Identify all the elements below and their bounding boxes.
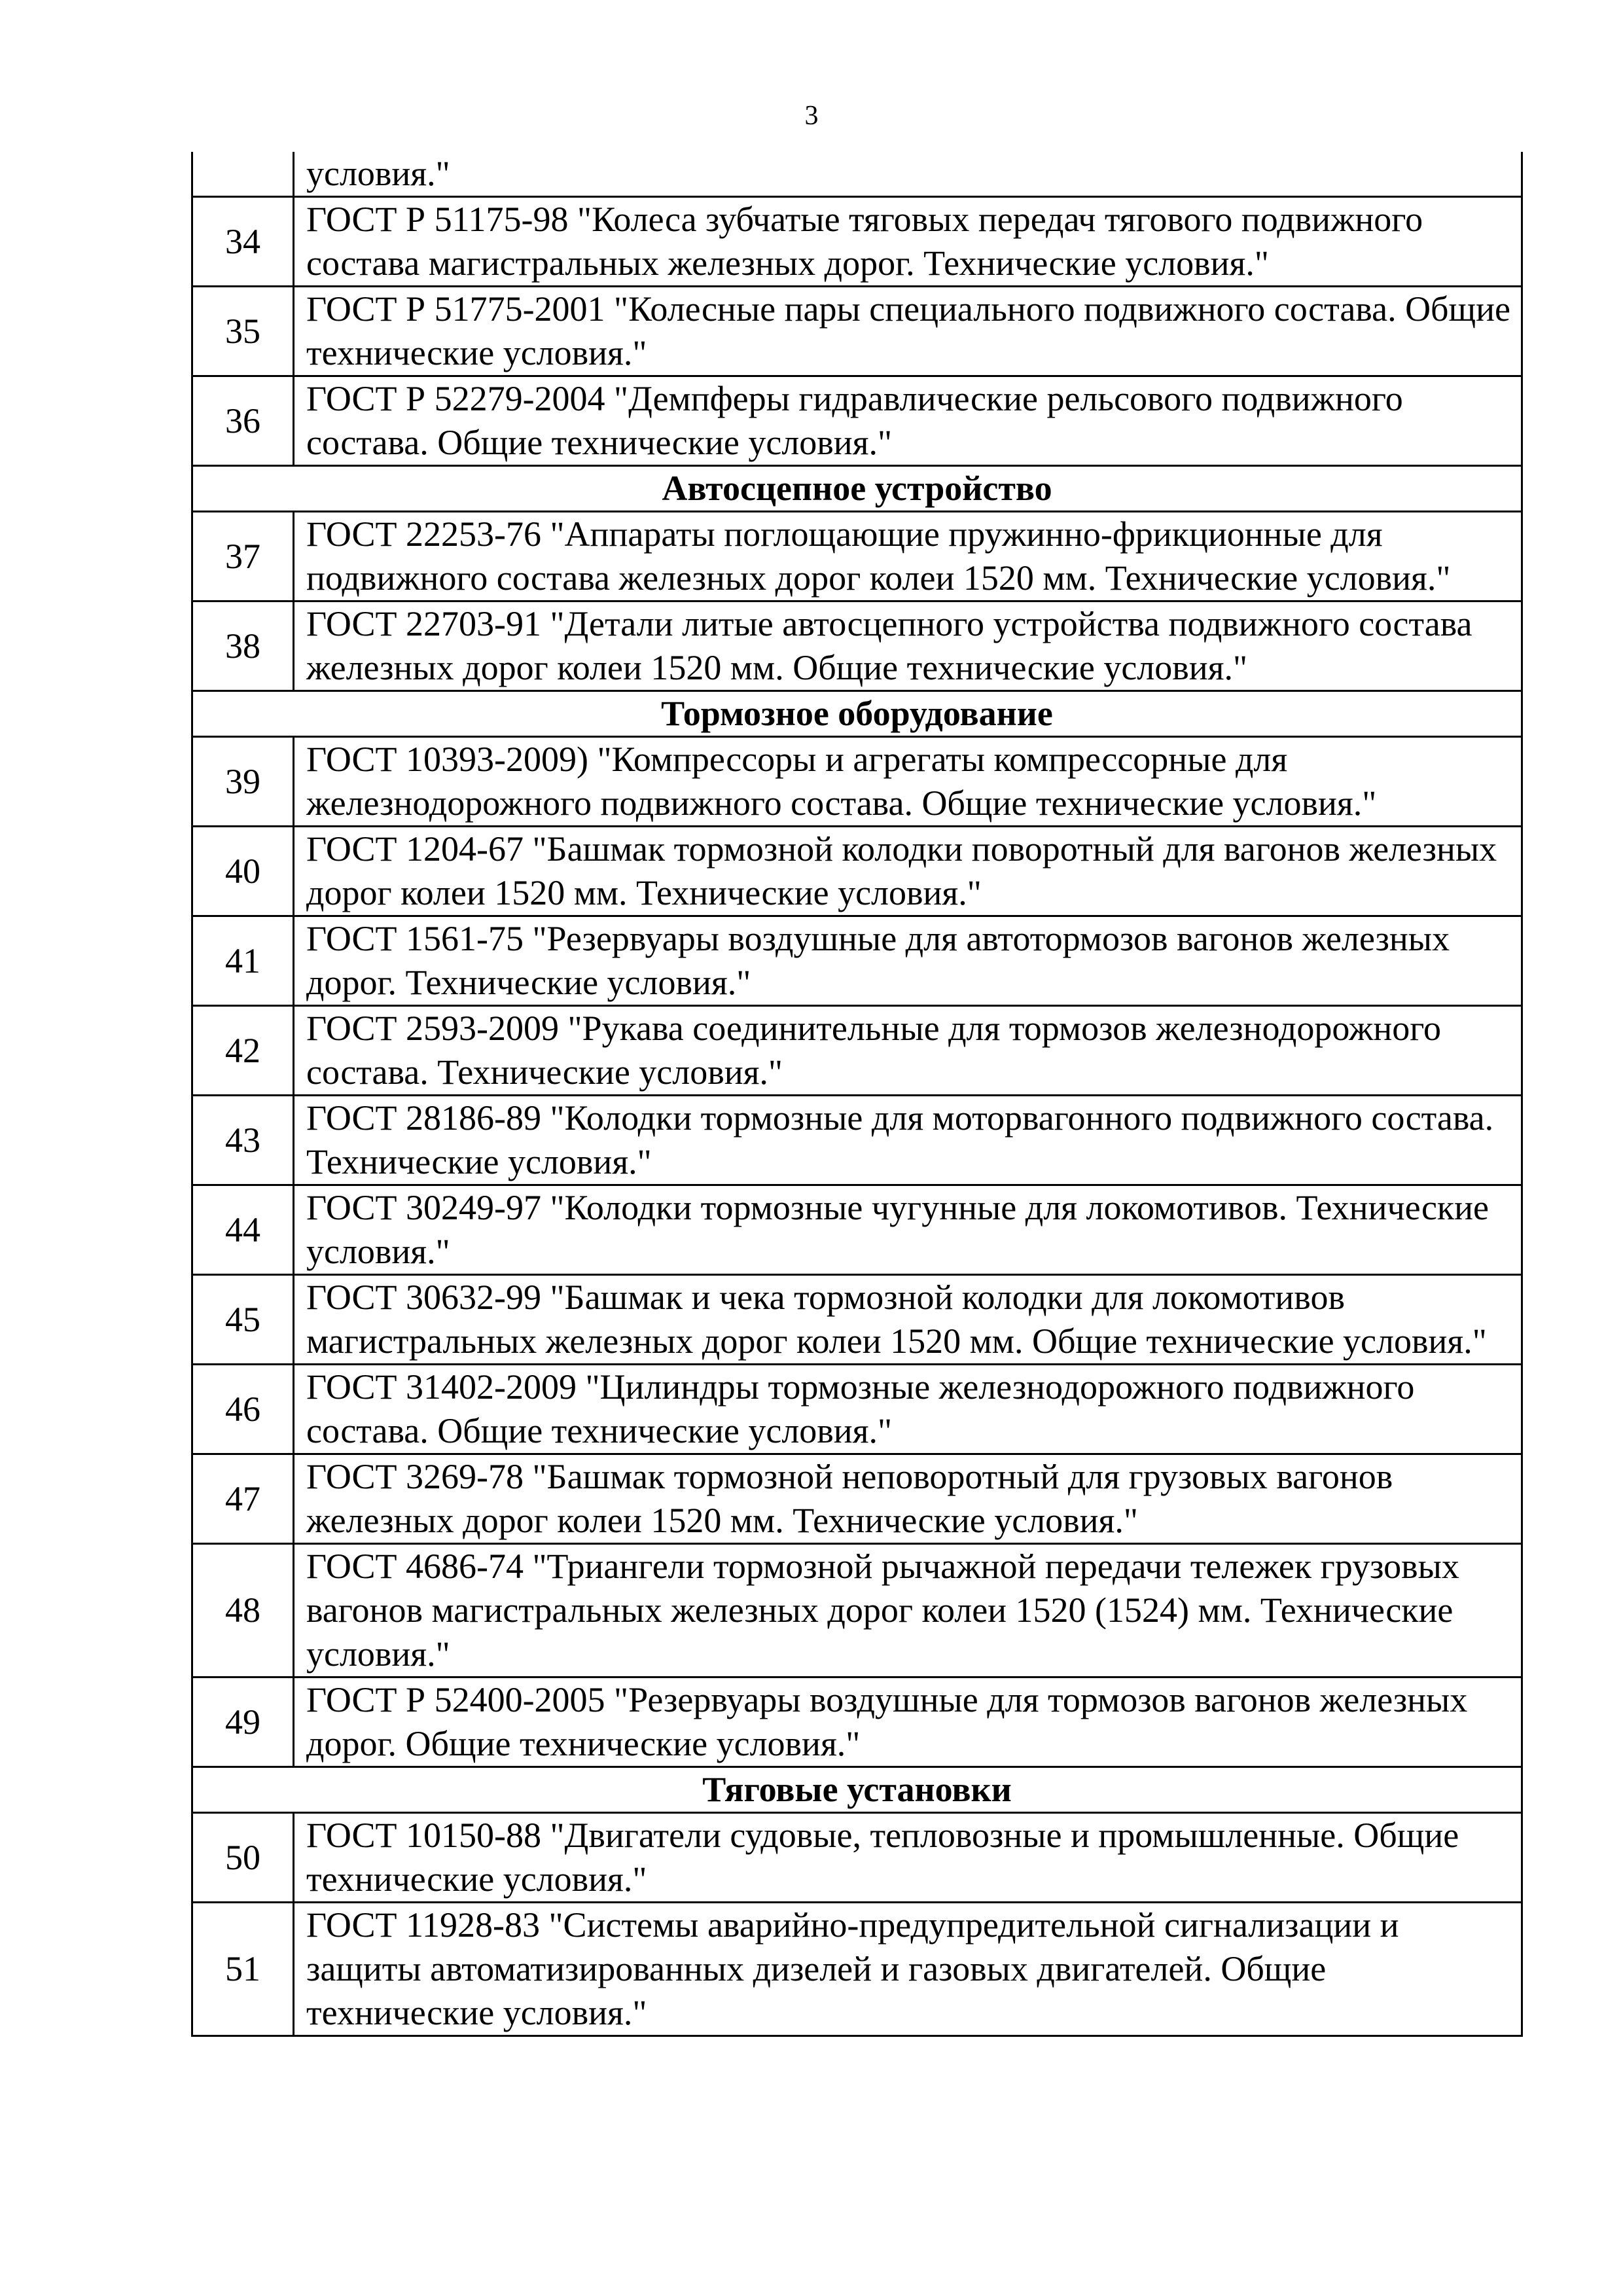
row-standard-text: ГОСТ Р 52279-2004 "Демпферы гидравлические рельсового подвижного состава. Общие технические условия." bbox=[294, 376, 1522, 466]
row-number: 36 bbox=[192, 376, 294, 466]
row-standard-text: ГОСТ 2593-2009 "Рукава соединительные для тормозов железнодорожного состава. Технические условия." bbox=[294, 1006, 1522, 1096]
row-number: 51 bbox=[192, 1903, 294, 2036]
table-row-continued bbox=[192, 152, 1522, 197]
table-row bbox=[192, 916, 1522, 1006]
table-row bbox=[192, 512, 1522, 601]
table-row bbox=[192, 1677, 1522, 1767]
row-number: 50 bbox=[192, 1813, 294, 1903]
row-standard-text: ГОСТ 11928-83 "Системы аварийно-предупредительной сигнализации и защиты автоматизированных дизелей и газовых двигателей. Общие технические условия." bbox=[294, 1903, 1522, 2036]
table-row bbox=[192, 1454, 1522, 1544]
row-number: 41 bbox=[192, 916, 294, 1006]
row-standard-text: ГОСТ 30632-99 "Башмак и чека тормозной колодки для локомотивов магистральных железных дорог колеи 1520 мм. Общие технические условия." bbox=[294, 1275, 1522, 1365]
row-number: 49 bbox=[192, 1677, 294, 1767]
row-number: 43 bbox=[192, 1096, 294, 1185]
table-row bbox=[192, 601, 1522, 691]
row-number: 48 bbox=[192, 1544, 294, 1677]
table-row bbox=[192, 197, 1522, 287]
section-heading-brakes: Тормозное оборудование bbox=[192, 691, 1522, 737]
table-row bbox=[192, 827, 1522, 916]
table-row bbox=[192, 376, 1522, 466]
row-number: 37 bbox=[192, 512, 294, 601]
standards-table bbox=[191, 152, 1523, 2037]
row-standard-text: ГОСТ 3269-78 "Башмак тормозной неповоротный для грузовых вагонов железных дорог колеи 1520 мм. Технические условия." bbox=[294, 1454, 1522, 1544]
row-standard-text: ГОСТ Р 51175-98 "Колеса зубчатые тяговых передач тягового подвижного состава магистральных железных дорог. Технические условия." bbox=[294, 197, 1522, 287]
row-number bbox=[192, 152, 294, 197]
row-standard-text: ГОСТ 1561-75 "Резервуары воздушные для автотормозов вагонов железных дорог. Технические условия." bbox=[294, 916, 1522, 1006]
section-heading-autocoupler: Автосцепное устройство bbox=[192, 466, 1522, 512]
table-row bbox=[192, 1544, 1522, 1677]
row-number: 44 bbox=[192, 1185, 294, 1275]
page-number: 3 bbox=[804, 101, 819, 131]
row-standard-text: ГОСТ 31402-2009 "Цилиндры тормозные железнодорожного подвижного состава. Общие технические условия." bbox=[294, 1365, 1522, 1454]
row-number: 46 bbox=[192, 1365, 294, 1454]
row-standard-text: ГОСТ 30249-97 "Колодки тормозные чугунные для локомотивов. Технические условия." bbox=[294, 1185, 1522, 1275]
row-standard-text: ГОСТ 22253-76 "Аппараты поглощающие пружинно-фрикционные для подвижного состава железных дорог колеи 1520 мм. Технические условия." bbox=[294, 512, 1522, 601]
row-standard-text: условия." bbox=[294, 152, 1522, 197]
table-row bbox=[192, 1096, 1522, 1185]
row-number: 40 bbox=[192, 827, 294, 916]
row-number: 45 bbox=[192, 1275, 294, 1365]
row-number: 42 bbox=[192, 1006, 294, 1096]
row-number: 34 bbox=[192, 197, 294, 287]
row-standard-text: ГОСТ 28186-89 "Колодки тормозные для моторвагонного подвижного состава. Технические условия." bbox=[294, 1096, 1522, 1185]
row-standard-text: ГОСТ 4686-74 "Триангели тормозной рычажной передачи тележек грузовых вагонов магистральных железных дорог колеи 1520 (1524) мм. Технические условия." bbox=[294, 1544, 1522, 1677]
table-row bbox=[192, 737, 1522, 827]
row-number: 39 bbox=[192, 737, 294, 827]
row-standard-text: ГОСТ 22703-91 "Детали литые автосцепного устройства подвижного состава железных дорог колеи 1520 мм. Общие технические условия." bbox=[294, 601, 1522, 691]
row-standard-text: ГОСТ 1204-67 "Башмак тормозной колодки поворотный для вагонов железных дорог колеи 1520 мм. Технические условия." bbox=[294, 827, 1522, 916]
table-row bbox=[192, 1903, 1522, 2036]
row-number: 38 bbox=[192, 601, 294, 691]
section-heading-traction: Тяговые установки bbox=[192, 1767, 1522, 1813]
table-row bbox=[192, 287, 1522, 376]
table-row bbox=[192, 1275, 1522, 1365]
section-header-row bbox=[192, 691, 1522, 737]
section-header-row bbox=[192, 466, 1522, 512]
row-standard-text: ГОСТ Р 52400-2005 "Резервуары воздушные для тормозов вагонов железных дорог. Общие технические условия." bbox=[294, 1677, 1522, 1767]
row-number: 47 bbox=[192, 1454, 294, 1544]
table-row bbox=[192, 1813, 1522, 1903]
row-standard-text: ГОСТ 10393-2009) "Компрессоры и агрегаты компрессорные для железнодорожного подвижного состава. Общие технические условия." bbox=[294, 737, 1522, 827]
row-number: 35 bbox=[192, 287, 294, 376]
row-standard-text: ГОСТ 10150-88 "Двигатели судовые, тепловозные и промышленные. Общие технические условия." bbox=[294, 1813, 1522, 1903]
table-row bbox=[192, 1006, 1522, 1096]
row-standard-text: ГОСТ Р 51775-2001 "Колесные пары специального подвижного состава. Общие технические условия." bbox=[294, 287, 1522, 376]
table-row bbox=[192, 1185, 1522, 1275]
table-row bbox=[192, 1365, 1522, 1454]
section-header-row bbox=[192, 1767, 1522, 1813]
